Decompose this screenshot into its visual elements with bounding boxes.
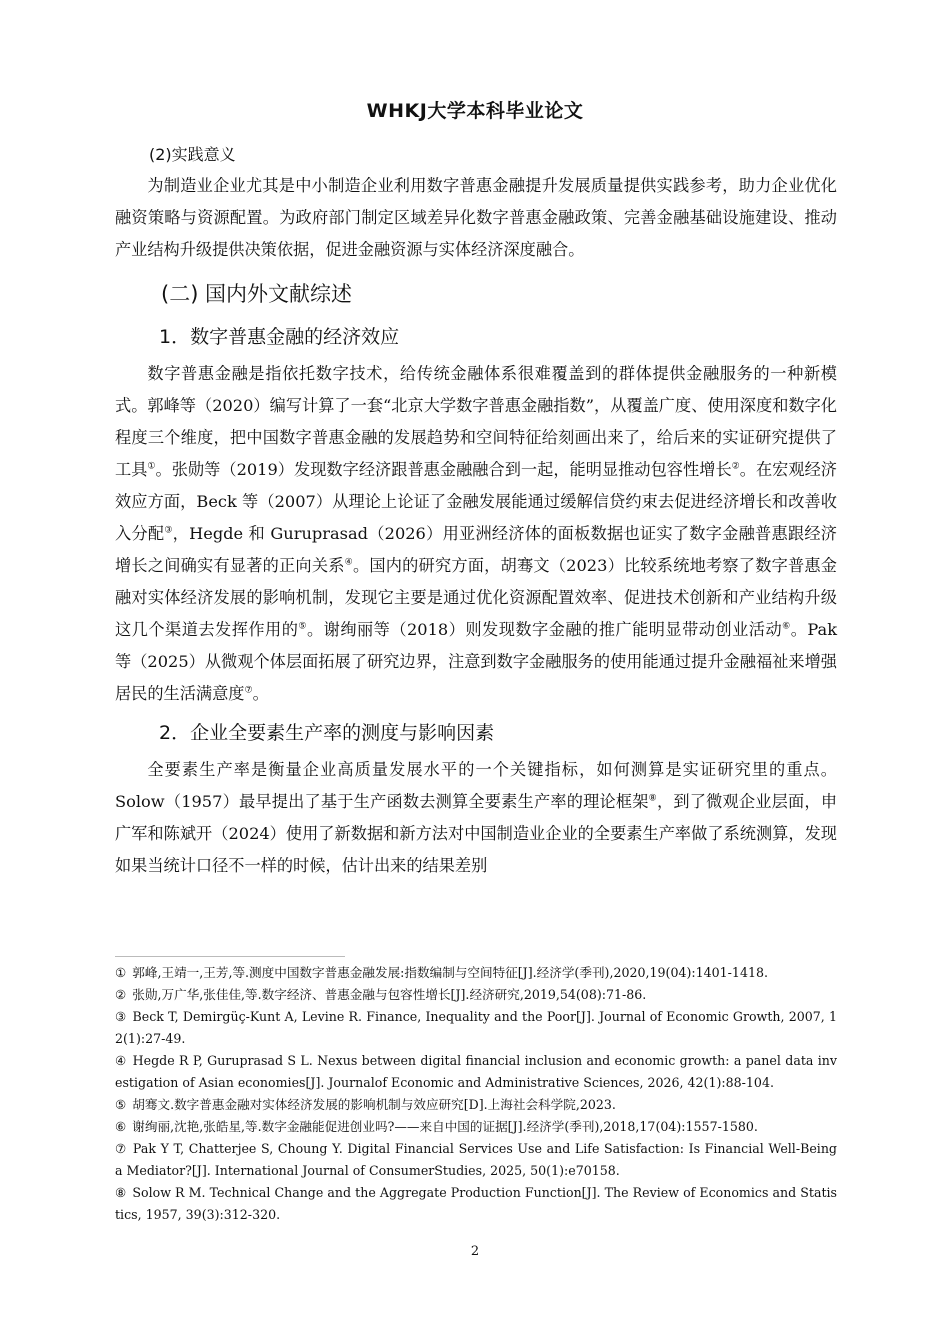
footnote-text: 谢绚丽,沈艳,张皓星,等.数字金融能促进创业吗?——来自中国的证据[J].经济学(季刊),2018,17(04):1557-1580. — [132, 1119, 758, 1134]
footnote-mark: ⑦ — [115, 1141, 127, 1156]
footnote-ref[interactable]: ② — [731, 461, 740, 472]
text-segment: 。国内的研究方面，胡骞文（2023）比较系统地考察了数字普惠金融对实体经济发展的影响机制，发现它主要是通过优化资源配置效率、促进技术创新和产业结构升级这几个渠道去发挥作用的 — [115, 556, 837, 639]
page-header: WHKJ大学本科毕业论文 — [366, 100, 584, 122]
footnote-ref[interactable]: ③ — [164, 525, 173, 536]
footnote-item — [115, 1050, 837, 1094]
footnote-item — [115, 1116, 837, 1138]
footnote-ref[interactable]: ④ — [344, 557, 353, 568]
footnote-item — [115, 1138, 837, 1182]
footnote-mark: ⑥ — [115, 1119, 127, 1134]
text-segment: 。在宏观经济效应方面，Beck 等（2007）从理论上论证了金融发展能通过缓解信贷约束去促进经济增长和改善收入分配 — [115, 460, 837, 543]
text-segment: 。 — [252, 684, 269, 703]
main-content — [115, 140, 837, 882]
subsection-2-paragraph — [115, 754, 837, 882]
footnote-ref[interactable]: ⑥ — [782, 621, 791, 632]
literature-review-heading: (二) 国内外文献综述 — [161, 282, 353, 306]
text-segment: 。张勋等（2019）发现数字经济跟普惠金融融合到一起，能明显推动包容性增长 — [155, 460, 732, 479]
footnote-text: 胡骞文.数字普惠金融对实体经济发展的影响机制与效应研究[D].上海社会科学院,2023. — [132, 1097, 616, 1112]
text-segment: 。谢绚丽等（2018）则发现数字金融的推广能明显带动创业活动 — [306, 620, 783, 639]
page-number: 2 — [470, 1244, 480, 1259]
text-segment: 数字普惠金融是指依托数字技术，给传统金融体系很难覆盖到的群体提供金融服务的一种新模式。郭峰等（2020）编写计算了一套“北京大学数字普惠金融指数”，从覆盖广度、使用深度和数字化程度三个维度，把中国数字普惠金融的发展趋势和空间特征给刻画出来了，给后来的实证研究提供了工具 — [115, 364, 837, 479]
footnote-text: 张勋,万广华,张佳佳,等.数字经济、普惠金融与包容性增长[J].经济研究,2019,54(08):71-86. — [132, 987, 647, 1002]
footnote-item — [115, 962, 837, 984]
footnote-item — [115, 1094, 837, 1116]
footnote-ref[interactable]: ⑤ — [298, 621, 307, 632]
footnote-mark: ② — [115, 987, 127, 1002]
text-segment: ，到了微观企业层面，申广军和陈斌开（2024）使用了新数据和新方法对中国制造业企业的全要素生产率做了系统测算，发现如果当统计口径不一样的时候，估计出来的结果差别 — [115, 792, 838, 875]
footnote-mark: ⑧ — [115, 1185, 127, 1200]
footnote-text: Hegde R P, Guruprasad S L. Nexus between digital financial inclusion and economic growth: a panel data investigation of Asian economies[J]. Journalof Economic and Administrative Sciences, 2026, 42(1):88-104. — [115, 1053, 838, 1090]
footnote-ref[interactable]: ⑧ — [648, 793, 657, 804]
footnote-item — [115, 984, 837, 1006]
practice-heading: (2)实践意义 — [149, 145, 236, 164]
subsection-1-heading: 1．数字普惠金融的经济效应 — [159, 326, 400, 348]
footnote-divider — [115, 956, 345, 957]
footnote-text: Solow R M. Technical Change and the Aggregate Production Function[J]. The Review of Economics and Statistics, 1957, 39(3):312-320. — [115, 1185, 837, 1222]
footnote-item — [115, 1006, 837, 1050]
footnote-item — [115, 1182, 837, 1226]
footnote-mark: ① — [115, 965, 127, 980]
footnote-text: Pak Y T, Chatterjee S, Choung Y. Digital Financial Services Use and Life Satisfaction: Is Financial Well-Being a Mediator?[J]. International Journal of ConsumerStudies, 2025, 50(1):e70158. — [115, 1141, 837, 1178]
text-segment: ，Hegde 和 Guruprasad（2026）用亚洲经济体的面板数据也证实了数字金融普惠跟经济增长之间确实有显著的正向关系 — [115, 524, 837, 575]
footnote-mark: ③ — [115, 1009, 127, 1024]
footnote-mark: ⑤ — [115, 1097, 127, 1112]
subsection-1-paragraph — [115, 358, 837, 710]
footnote-ref[interactable]: ① — [147, 461, 156, 472]
footnote-mark: ④ — [115, 1053, 127, 1068]
footnote-text: Beck T, Demirgüç-Kunt A, Levine R. Finance, Inequality and the Poor[J]. Journal of Economic Growth, 2007, 12(1):27-49. — [115, 1009, 837, 1046]
footnotes — [115, 962, 837, 1226]
practice-paragraph: 为制造业企业尤其是中小制造企业利用数字普惠金融提升发展质量提供实践参考，助力企业优化融资策略与资源配置。为政府部门制定区域差异化数字普惠金融政策、完善金融基础设施建设、推动产业结构升级提供决策依据，促进金融资源与实体经济深度融合。 — [115, 176, 837, 259]
text-segment: 。Pak 等（2025）从微观个体层面拓展了研究边界，注意到数字金融服务的使用能通过提升金融福祉来增强居民的生活满意度 — [115, 620, 838, 703]
footnote-ref[interactable]: ⑦ — [244, 685, 253, 696]
text-segment: 全要素生产率是衡量企业高质量发展水平的一个关键指标，如何测算是实证研究里的重点。Solow（1957）最早提出了基于生产函数去测算全要素生产率的理论框架 — [115, 760, 837, 811]
subsection-2-heading: 2．企业全要素生产率的测度与影响因素 — [159, 722, 495, 744]
footnote-text: 郭峰,王靖一,王芳,等.测度中国数字普惠金融发展:指数编制与空间特征[J].经济学(季刊),2020,19(04):1401-1418. — [132, 965, 768, 980]
